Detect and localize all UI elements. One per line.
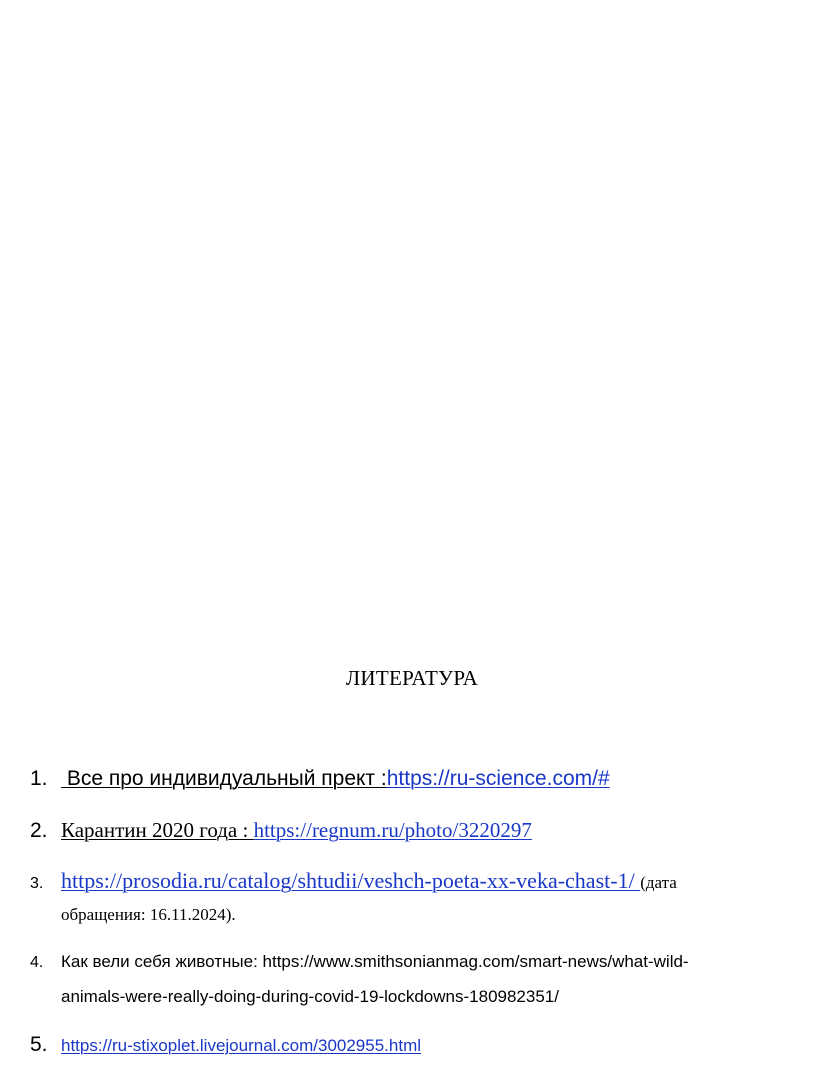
reference-item-5 — [30, 1033, 770, 1057]
reference-link[interactable]: https://ru-stixoplet.livejournal.com/3002955.html — [61, 1036, 422, 1055]
reference-item-1 — [30, 767, 770, 791]
reference-text: Как вели себя животные: https://www.smithsonianmag.com/smart-news/what-wild- — [61, 952, 689, 971]
references-heading — [0, 666, 816, 691]
reference-link[interactable]: https://prosodia.ru/catalog/shtudii/veshch-poeta-xx-veka-chast-1/ — [61, 868, 641, 893]
reference-continuation: animals-were-really-doing-during-covid-19-lockdowns-180982351/ — [61, 987, 559, 1006]
reference-link[interactable]: https://ru-science.com/# — [386, 767, 610, 790]
reference-item-2 — [30, 818, 770, 843]
reference-number: 5. — [30, 1033, 48, 1056]
reference-link[interactable]: https://regnum.ru/photo/3220297 — [253, 818, 532, 842]
references-heading-text: ЛИТЕРАТУРА — [345, 666, 479, 690]
reference-access-date-label: (дата — [640, 873, 677, 892]
reference-number: 4. — [30, 954, 44, 971]
reference-title: Карантин 2020 года : — [61, 818, 254, 842]
reference-item-3 — [30, 868, 770, 894]
reference-number: 1. — [30, 767, 48, 790]
reference-continuation: обращения: 16.11.2024). — [61, 905, 236, 924]
reference-number: 2. — [30, 819, 48, 842]
reference-item-4 — [30, 952, 770, 972]
reference-title: Все про индивидуальный прект : — [61, 767, 387, 790]
reference-number: 3. — [30, 875, 44, 892]
